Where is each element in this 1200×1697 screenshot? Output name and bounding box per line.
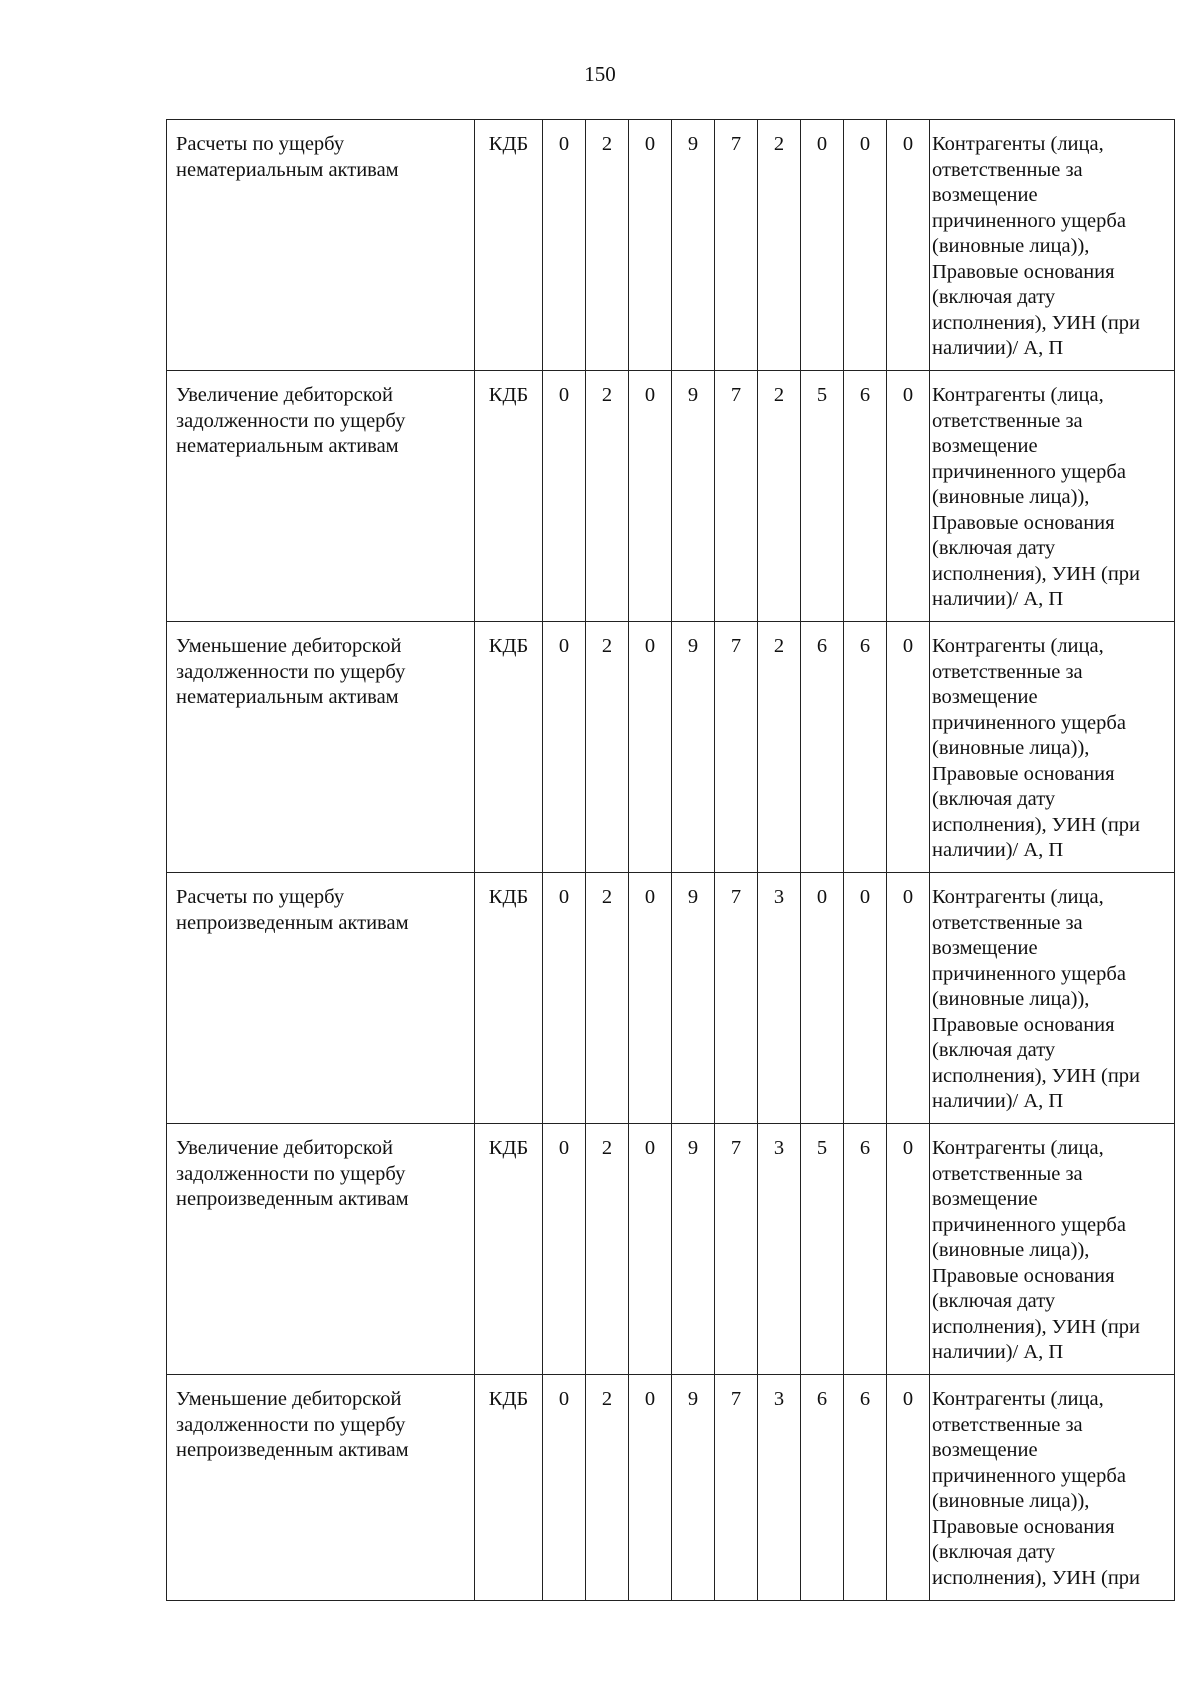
- account-description-line: Увеличение дебиторской: [176, 384, 393, 406]
- account-digit: 0: [844, 120, 887, 371]
- analytic-attributes-line: ответственные за: [932, 158, 1083, 181]
- analytic-attributes: [930, 873, 1175, 1124]
- account-description: [167, 371, 475, 622]
- analytic-attributes-line: Правовые основания: [932, 762, 1115, 785]
- analytic-attributes-line: (виновные лица)),: [932, 1490, 1090, 1512]
- analytic-attributes-line: (включая дату: [932, 788, 1056, 810]
- analytic-attributes-line: наличии)/ А, П: [932, 1090, 1064, 1112]
- account-description-line: задолженности по ущербу: [176, 409, 406, 432]
- account-description-line: задолженности по ущербу: [176, 660, 406, 683]
- account-digit: 6: [844, 1375, 887, 1601]
- account-digit: 7: [715, 1375, 758, 1601]
- budget-code: КДБ: [475, 1124, 543, 1375]
- analytic-attributes-line: причиненного ущерба: [932, 209, 1126, 232]
- analytic-attributes-line: возмещение: [932, 184, 1038, 206]
- analytic-attributes-line: Контрагенты (лица,: [932, 133, 1104, 155]
- analytic-attributes-line: Контрагенты (лица,: [932, 384, 1104, 406]
- account-digit: 0: [629, 1124, 672, 1375]
- account-digit: 0: [543, 622, 586, 873]
- account-digit: 0: [887, 371, 930, 622]
- analytic-attributes-line: причиненного ущерба: [932, 1464, 1126, 1487]
- analytic-attributes-line: Правовые основания: [932, 260, 1115, 283]
- analytic-attributes-line: (включая дату: [932, 537, 1056, 559]
- account-digit: 0: [844, 873, 887, 1124]
- accounts-table-body: [167, 120, 1175, 1601]
- account-digit: 5: [801, 1124, 844, 1375]
- analytic-attributes-line: (виновные лица)),: [932, 737, 1090, 759]
- account-digit: 0: [801, 873, 844, 1124]
- analytic-attributes: [930, 1124, 1175, 1375]
- account-digit: 9: [672, 1124, 715, 1375]
- account-digit: 2: [586, 120, 629, 371]
- budget-code: КДБ: [475, 120, 543, 371]
- account-digit: 0: [887, 1124, 930, 1375]
- table-row: [167, 1124, 1175, 1375]
- budget-code: КДБ: [475, 622, 543, 873]
- account-description: [167, 873, 475, 1124]
- analytic-attributes-line: возмещение: [932, 686, 1038, 708]
- table-row: [167, 1375, 1175, 1601]
- account-digit: 7: [715, 120, 758, 371]
- account-description-line: Уменьшение дебиторской: [176, 635, 402, 657]
- account-digit: 0: [629, 622, 672, 873]
- account-digit: 0: [543, 1124, 586, 1375]
- analytic-attributes-line: (включая дату: [932, 1541, 1056, 1563]
- account-digit: 3: [758, 1375, 801, 1601]
- budget-code: КДБ: [475, 371, 543, 622]
- analytic-attributes-line: (виновные лица)),: [932, 988, 1090, 1010]
- analytic-attributes-line: исполнения), УИН (при: [932, 1064, 1141, 1087]
- analytic-attributes: [930, 371, 1175, 622]
- account-digit: 6: [801, 1375, 844, 1601]
- analytic-attributes-line: Контрагенты (лица,: [932, 1137, 1104, 1159]
- account-digit: 0: [629, 120, 672, 371]
- account-digit: 3: [758, 1124, 801, 1375]
- analytic-attributes: [930, 120, 1175, 371]
- page-number: 150: [584, 62, 616, 86]
- account-digit: 9: [672, 120, 715, 371]
- table-row: [167, 622, 1175, 873]
- account-digit: 9: [672, 873, 715, 1124]
- analytic-attributes-line: ответственные за: [932, 1162, 1083, 1185]
- analytic-attributes-line: (включая дату: [932, 286, 1056, 308]
- budget-code: КДБ: [475, 873, 543, 1124]
- analytic-attributes-line: (виновные лица)),: [932, 235, 1090, 257]
- account-digit: 2: [586, 622, 629, 873]
- analytic-attributes: [930, 622, 1175, 873]
- analytic-attributes-line: ответственные за: [932, 1413, 1083, 1436]
- analytic-attributes-line: наличии)/ А, П: [932, 1341, 1064, 1363]
- analytic-attributes-line: возмещение: [932, 1439, 1038, 1461]
- account-digit: 0: [887, 1375, 930, 1601]
- analytic-attributes-line: исполнения), УИН (при: [932, 562, 1141, 585]
- account-digit: 2: [758, 622, 801, 873]
- account-description-line: задолженности по ущербу: [176, 1162, 406, 1185]
- account-digit: 9: [672, 371, 715, 622]
- budget-code: КДБ: [475, 1375, 543, 1601]
- analytic-attributes-line: Правовые основания: [932, 1515, 1115, 1538]
- analytic-attributes-line: причиненного ущерба: [932, 1213, 1126, 1236]
- analytic-attributes: [930, 1375, 1175, 1601]
- analytic-attributes-line: Правовые основания: [932, 511, 1115, 534]
- analytic-attributes-line: ответственные за: [932, 409, 1083, 432]
- analytic-attributes-line: (включая дату: [932, 1290, 1056, 1312]
- analytic-attributes-line: возмещение: [932, 1188, 1038, 1210]
- analytic-attributes-line: Правовые основания: [932, 1013, 1115, 1036]
- account-digit: 3: [758, 873, 801, 1124]
- analytic-attributes-line: причиненного ущерба: [932, 460, 1126, 483]
- account-description-line: непроизведенным активам: [176, 1439, 409, 1461]
- accounts-table: [166, 119, 1175, 1601]
- account-digit: 0: [543, 873, 586, 1124]
- analytic-attributes-line: причиненного ущерба: [932, 962, 1126, 985]
- analytic-attributes-line: наличии)/ А, П: [932, 337, 1064, 359]
- account-digit: 0: [887, 622, 930, 873]
- analytic-attributes-line: Контрагенты (лица,: [932, 886, 1104, 908]
- account-description-line: непроизведенным активам: [176, 911, 409, 934]
- account-digit: 9: [672, 622, 715, 873]
- account-description: [167, 622, 475, 873]
- account-digit: 0: [629, 873, 672, 1124]
- account-digit: 0: [887, 120, 930, 371]
- account-description-line: Расчеты по ущербу: [176, 886, 345, 908]
- analytic-attributes-line: (виновные лица)),: [932, 1239, 1090, 1261]
- account-description-line: Расчеты по ущербу: [176, 133, 345, 155]
- account-description-line: Увеличение дебиторской: [176, 1137, 393, 1159]
- analytic-attributes-line: Правовые основания: [932, 1264, 1115, 1287]
- account-digit: 9: [672, 1375, 715, 1601]
- account-digit: 7: [715, 873, 758, 1124]
- account-digit: 6: [844, 622, 887, 873]
- account-description: [167, 1124, 475, 1375]
- analytic-attributes-line: возмещение: [932, 435, 1038, 457]
- account-digit: 0: [801, 120, 844, 371]
- analytic-attributes-line: возмещение: [932, 937, 1038, 959]
- table-row: [167, 371, 1175, 622]
- table-row: [167, 120, 1175, 371]
- account-digit: 0: [543, 120, 586, 371]
- analytic-attributes-line: ответственные за: [932, 911, 1083, 934]
- account-digit: 6: [844, 371, 887, 622]
- account-description: [167, 120, 475, 371]
- analytic-attributes-line: исполнения), УИН (при: [932, 1566, 1141, 1589]
- account-digit: 0: [887, 873, 930, 1124]
- account-digit: 0: [629, 371, 672, 622]
- account-digit: 0: [543, 371, 586, 622]
- analytic-attributes-line: причиненного ущерба: [932, 711, 1126, 734]
- account-digit: 0: [543, 1375, 586, 1601]
- account-description-line: нематериальным активам: [176, 158, 399, 181]
- analytic-attributes-line: ответственные за: [932, 660, 1083, 683]
- account-digit: 6: [801, 622, 844, 873]
- account-digit: 2: [758, 120, 801, 371]
- account-description-line: задолженности по ущербу: [176, 1413, 406, 1436]
- account-digit: 7: [715, 1124, 758, 1375]
- account-description: [167, 1375, 475, 1601]
- analytic-attributes-line: исполнения), УИН (при: [932, 1315, 1141, 1338]
- analytic-attributes-line: Контрагенты (лица,: [932, 635, 1104, 657]
- account-digit: 5: [801, 371, 844, 622]
- account-digit: 0: [629, 1375, 672, 1601]
- account-digit: 2: [586, 873, 629, 1124]
- account-digit: 2: [586, 371, 629, 622]
- analytic-attributes-line: наличии)/ А, П: [932, 839, 1064, 861]
- account-digit: 7: [715, 622, 758, 873]
- account-description-line: непроизведенным активам: [176, 1188, 409, 1210]
- analytic-attributes-line: Контрагенты (лица,: [932, 1388, 1104, 1410]
- account-digit: 6: [844, 1124, 887, 1375]
- account-description-line: нематериальным активам: [176, 435, 399, 457]
- analytic-attributes-line: (виновные лица)),: [932, 486, 1090, 508]
- account-digit: 7: [715, 371, 758, 622]
- analytic-attributes-line: (включая дату: [932, 1039, 1056, 1061]
- account-digit: 2: [586, 1124, 629, 1375]
- analytic-attributes-line: исполнения), УИН (при: [932, 311, 1141, 334]
- table-row: [167, 873, 1175, 1124]
- analytic-attributes-line: исполнения), УИН (при: [932, 813, 1141, 836]
- account-description-line: нематериальным активам: [176, 686, 399, 708]
- analytic-attributes-line: наличии)/ А, П: [932, 588, 1064, 610]
- account-digit: 2: [758, 371, 801, 622]
- account-digit: 2: [586, 1375, 629, 1601]
- account-description-line: Уменьшение дебиторской: [176, 1388, 402, 1410]
